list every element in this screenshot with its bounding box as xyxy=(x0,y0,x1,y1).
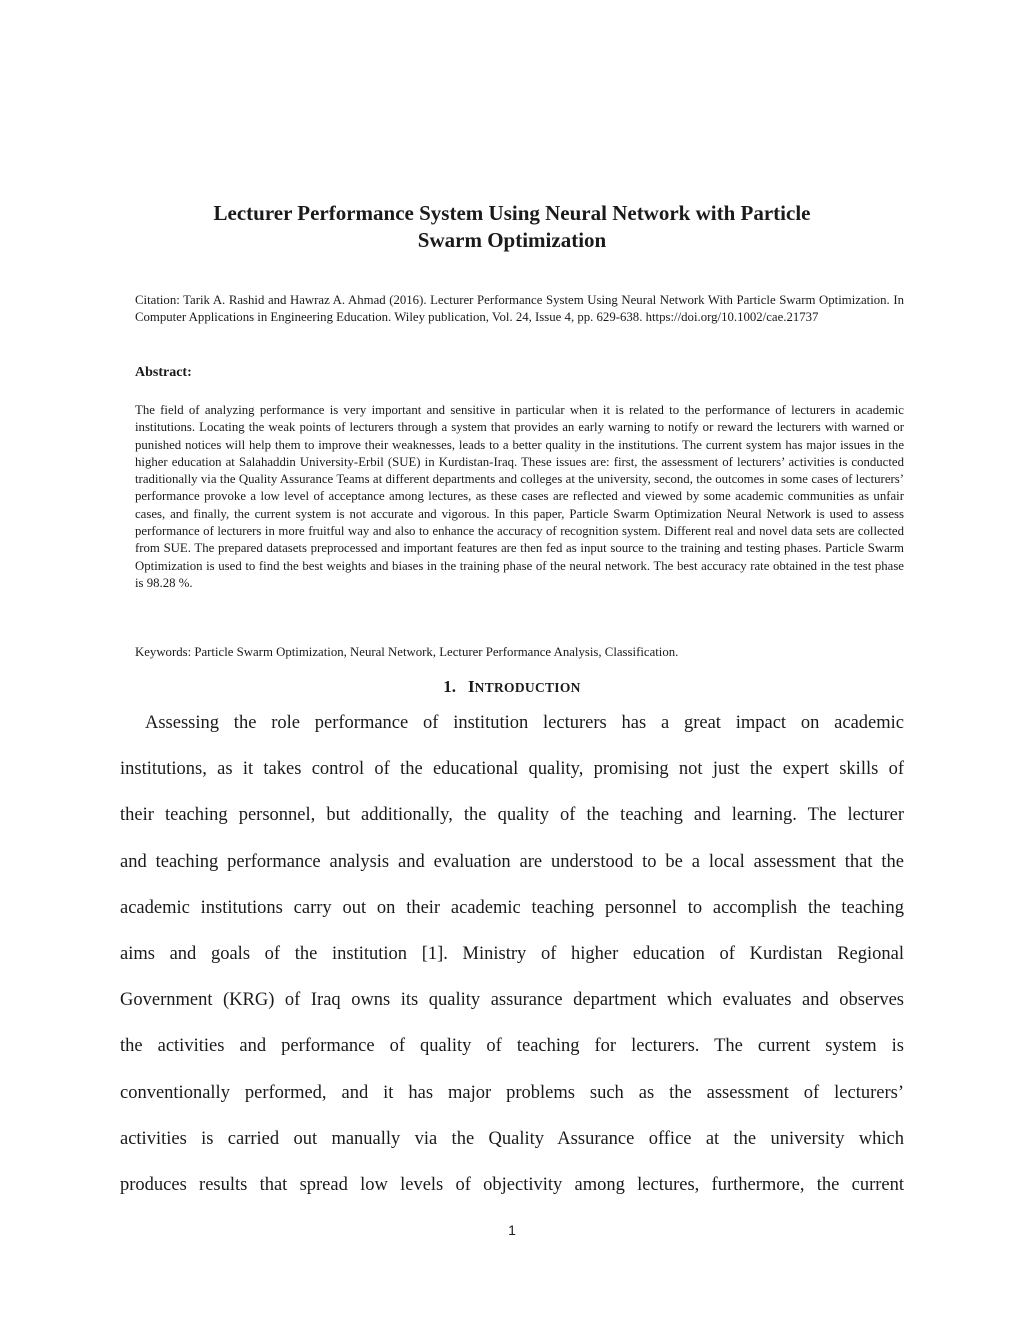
intro-line: academic institutions carry out on their academic teaching personnel to accomplish the teaching xyxy=(120,897,904,918)
section-title-rest: NTRODUCTION xyxy=(474,680,581,695)
page-number: 1 xyxy=(508,1222,516,1238)
paper-title xyxy=(140,200,884,254)
section-number: 1. xyxy=(443,677,457,696)
intro-line: Assessing the role performance of institution lecturers has a great impact on academic xyxy=(145,713,904,733)
intro-line: the activities and performance of quality of teaching for lecturers. The current system is xyxy=(120,1036,904,1057)
intro-line: Government (KRG) of Iraq owns its quality assurance department which evaluates and observes xyxy=(120,990,904,1011)
intro-line: institutions, as it takes control of the educational quality, promising not just the expert skills of xyxy=(120,759,904,780)
paper-title-line-2: Swarm Optimization xyxy=(417,228,607,252)
intro-line: conventionally performed, and it has major problems such as the assessment of lecturers’ xyxy=(120,1082,904,1103)
intro-line: aims and goals of the institution [1]. Ministry of higher education of Kurdistan Regional xyxy=(120,943,904,964)
keywords: Keywords: Particle Swarm Optimization, Neural Network, Lecturer Performance Analysis, Classification. xyxy=(135,645,679,659)
citation: Citation: Tarik A. Rashid and Hawraz A. Ahmad (2016). Lecturer Performance System Using Neural Network With Particle Swarm Optimization. In Computer Applications in Engineering Education. Wiley publication, Vol. 24, Issue 4, pp. 629-638. https://doi.org/10.1002/cae.21737 xyxy=(135,293,904,325)
paper-title-line-1: Lecturer Performance System Using Neural Network with Particle xyxy=(213,201,811,225)
intro-line: their teaching personnel, but additionally, the quality of the teaching and learning. The lecturer xyxy=(120,805,904,826)
intro-line: and teaching performance analysis and evaluation are understood to be a local assessment that the xyxy=(120,851,904,872)
section-title-initial: I xyxy=(468,677,475,696)
abstract-heading: Abstract: xyxy=(135,365,192,380)
introduction-body xyxy=(120,700,904,1208)
abstract-body: The field of analyzing performance is very important and sensitive in particular when it is related to the performance of lecturers in academic institutions. Locating the weak points of lecturers through a system that provides an early warning to notify or reward the lecturers with warned or punished notices will help them to improve their weaknesses, leads to a better quality in the institutions. The current system has major issues in the higher education at Salahaddin University-Erbil (SUE) in Kurdistan-Iraq. These issues are: first, the assessment of lecturers’ activities is conducted traditionally via the Quality Assurance Teams at different departments and colleges at the university, second, the outcomes in some cases of lecturers’ performance provoke a low level of acceptance among lectures, as these cases are reflected and viewed by some academic communities as unfair cases, and finally, the current system is not accurate and vigorous. In this paper, Particle Swarm Optimization Neural Network is used to assess performance of lecturers in more fruitful way and also to enhance the accuracy of recognition system. Different real and novel data sets are collected from SUE. The prepared datasets preprocessed and important features are then fed as input source to the training and testing phases. Particle Swarm Optimization is used to find the best weights and biases in the training phase of the neural network. The best accuracy rate obtained in the test phase is 98.28 %. xyxy=(135,403,904,590)
intro-line: produces results that spread low levels of objectivity among lectures, furthermore, the current xyxy=(120,1174,904,1195)
section-heading-introduction xyxy=(0,676,1024,699)
intro-line: activities is carried out manually via the Quality Assurance office at the university which xyxy=(120,1128,904,1149)
